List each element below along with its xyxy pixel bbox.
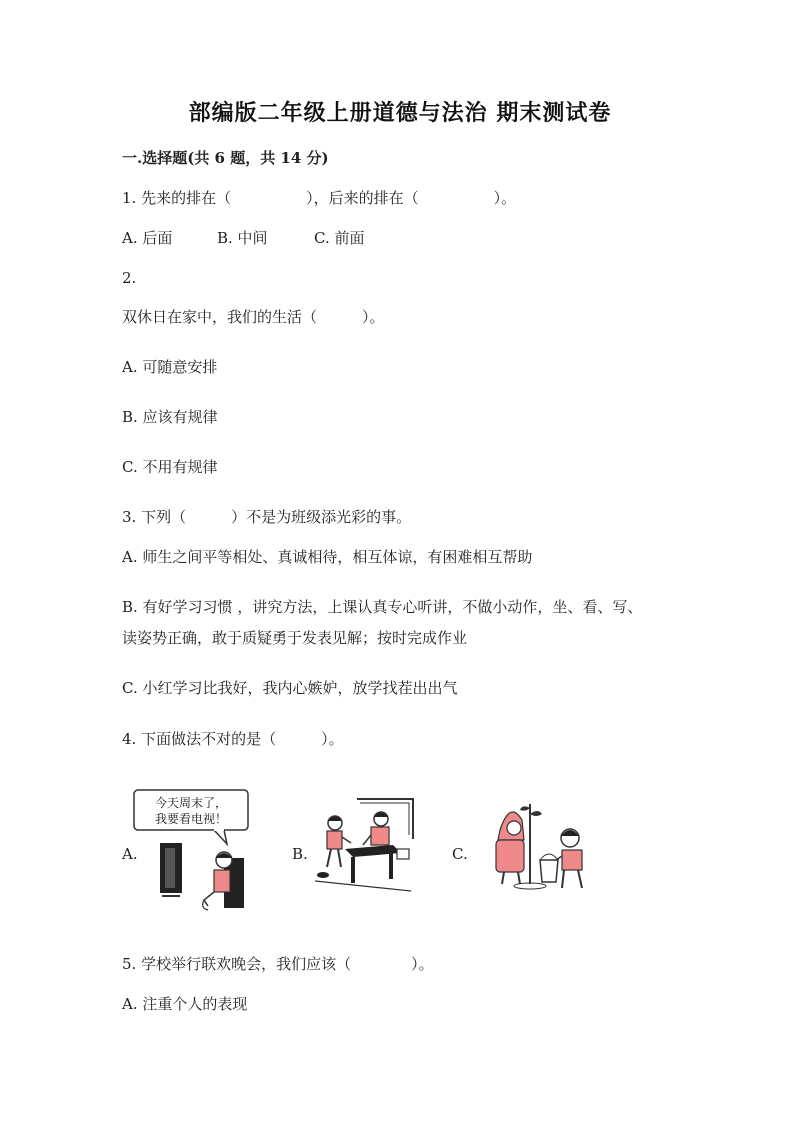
bucket-icon <box>540 860 558 882</box>
question-1-option-a: A. 后面 <box>122 229 173 247</box>
question-2-option-b: B. 应该有规律 <box>122 408 218 426</box>
picture-c-planting <box>490 800 610 892</box>
picture-a-watching-tv <box>132 788 252 913</box>
question-2-stem: 双休日在家中，我们的生活（ ）。 <box>122 308 385 326</box>
question-3-stem: 3. 下列（ ）不是为班级添光彩的事。 <box>122 508 412 526</box>
question-4-label-c: C. <box>452 845 468 863</box>
speech-line-2: 我要看电视！ <box>154 812 228 826</box>
question-2-number: 2. <box>122 269 137 287</box>
question-4-stem: 4. 下面做法不对的是（ ）。 <box>122 730 344 748</box>
picture-b-cleaning <box>305 795 417 913</box>
question-3-option-a: A. 师生之间平等相处、真诚相待，相互体谅，有困难相互帮助 <box>122 548 533 566</box>
question-5-stem: 5. 学校举行联欢晚会，我们应该（ ）。 <box>122 955 434 973</box>
question-4-label-b: B. <box>292 845 308 863</box>
page-title: 部编版二年级上册道德与法治 期末测试卷 <box>188 100 612 126</box>
speech-line-1: 今天周末了， <box>154 796 228 810</box>
question-3-option-b-line1: B. 有好学习习惯 ，讲究方法，上课认真专心听讲，不做小动作，坐、看、写、 <box>122 598 643 616</box>
question-3-option-c: C. 小红学习比我好，我内心嫉妒，放学找茬出出气 <box>122 679 458 697</box>
section-heading: 一.选择题(共 6 题，共 14 分) <box>122 149 329 167</box>
question-4-label-a: A. <box>122 845 138 863</box>
question-1-option-c: C. 前面 <box>314 229 365 247</box>
question-2-option-c: C. 不用有规律 <box>122 458 218 476</box>
question-3-option-b-line2: 读姿势正确，敢于质疑勇于发表见解；按时完成作业 <box>122 629 468 647</box>
question-1-option-b: B. 中间 <box>217 229 268 247</box>
question-2-option-a: A. 可随意安排 <box>122 358 218 376</box>
question-5-option-a: A. 注重个人的表现 <box>122 995 248 1013</box>
bucket-icon <box>397 849 409 859</box>
question-1-stem: 1. 先来的排在（ ），后来的排在（ ）。 <box>122 189 517 207</box>
